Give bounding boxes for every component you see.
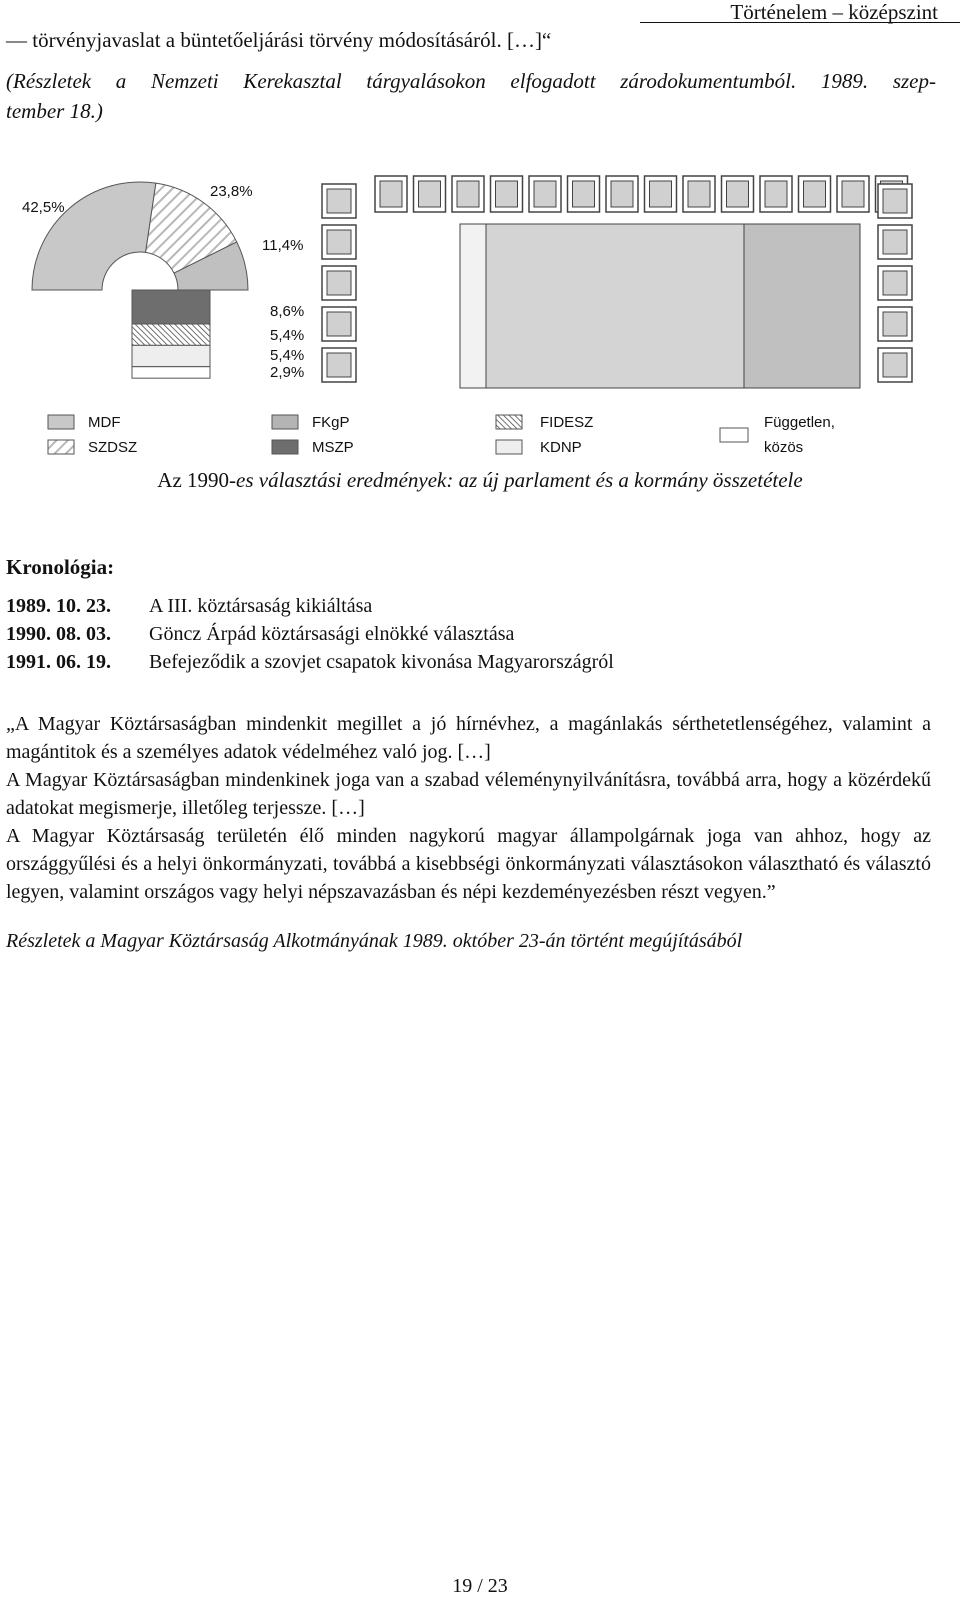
cabinet-seat-inner [327,312,351,336]
label-szdsz: 23,8% [210,183,253,200]
cabinet-seat-inner [573,181,595,207]
constitution-paragraph-3: A Magyar Köztársaság területén élő minden nagykorú magyar állampolgárnak joga van ahhoz, hogy az országgyűlési és a helyi önkormányzati, továbbá a kisebbségi önkormányzati választásokon választható és választó legyen, valamint országos vagy helyi népszavazásban és népi kezdeményezésben részt vegyen.” [6,825,931,903]
legend-kdnp: KDNP [540,439,582,456]
cabinet-seat-inner [765,181,787,207]
intro-quote-end: — törvényjavaslat a büntetőeljárási törvény módosításáról. […]“ [6,28,552,52]
label-independent: 2,9% [270,364,305,381]
cabinet-seat-inner [380,181,402,207]
intro-source [6,66,936,126]
chronology-item [6,595,372,618]
intro-source-line2: tember 18.) [6,99,103,123]
legend-szdsz: SZDSZ [88,439,138,456]
legend-swatch-mszp [272,440,298,454]
label-mszp: 8,6% [270,303,305,320]
parliament-stack [132,290,210,378]
stack-segment-independent [132,367,210,378]
chronology-text: Befejeződik a szovjet csapatok kivonása Magyarországról [149,651,614,673]
stack-segment-fidesz [132,324,210,345]
cabinet-seat-inner [327,189,351,213]
chronology-text: Göncz Árpád köztársasági elnökké választása [149,623,515,645]
figure-caption [0,468,960,493]
legend-independent-1: Független, [764,414,835,431]
constitution-source: Részletek a Magyar Köztársaság Alkotmányának 1989. október 23-án történt megújításából [6,930,743,952]
label-fidesz: 5,4% [270,327,305,344]
cabinet-seat-inner [611,181,633,207]
election-chart [20,170,940,470]
cabinet-bar-kdnp [460,224,486,388]
chronology-date: 1991. 06. 19. [6,651,111,673]
legend-independent-2: közös [764,439,804,456]
legend-fkgp: FKgP [312,414,350,431]
cabinet-seat-inner [457,181,479,207]
chronology-date: 1989. 10. 23. [6,595,111,617]
cabinet-seat-inner [842,181,864,207]
cabinet-seat-inner [883,189,907,213]
legend-swatch-fkgp [272,415,298,429]
cabinet-seat-inner [727,181,749,207]
cabinet-seat-inner [883,353,907,377]
legend-fidesz: FIDESZ [540,414,594,431]
cabinet-seat-inner [650,181,672,207]
cabinet-diagram [322,176,912,388]
legend-mszp: MSZP [312,439,354,456]
legend-swatch-kdnp [496,440,522,454]
chronology-title: Kronológia: [6,555,115,579]
cabinet-seat-inner [883,271,907,295]
page-number: 19 / 23 [452,1575,508,1597]
cabinet-seat-inner [883,312,907,336]
election-figure [20,170,940,470]
cabinet-seat-inner [688,181,710,207]
label-fkgp: 11,4% [262,237,304,254]
legend-mdf: MDF [88,414,121,431]
label-kdnp: 5,4% [270,347,305,364]
constitution-paragraph-2: A Magyar Köztársaságban mindenkinek joga van a szabad véleménynyilvánításra, továbbá arra, hogy a közérdekű adatokat megismerje, illetőleg terjessze. […] [6,769,931,819]
cabinet-seat-inner [534,181,556,207]
caption-italic: es választási eredmények: az új parlament és a kormány összetétele [236,468,803,492]
legend [48,414,835,456]
chronology-item [6,623,514,646]
cabinet-seat-inner [804,181,826,207]
legend-swatch-szdsz [48,440,74,454]
cabinet-bar-mdf [486,224,744,388]
subject-label: Történelem – középszint [730,0,938,24]
legend-swatch-mdf [48,415,74,429]
cabinet-bar-fkgp [744,224,860,388]
legend-swatch-independent [720,428,748,442]
chronology-text: A III. köztársaság kikiáltása [149,595,373,617]
cabinet-seat-inner [419,181,441,207]
cabinet-seat-inner [327,353,351,377]
intro-source-line1: (Részletek a Nemzeti Kerekasztal tárgyalásokon elfogadott zárodokumentumból. 1989. szep- [6,69,936,93]
stack-segment-mszp [132,290,210,324]
constitution-quote [6,710,931,906]
header-rule [640,22,960,23]
constitution-paragraph-1: „A Magyar Köztársaságban mindenkit megillet a jó hírnévhez, a magánlakás sérthetetlenségéhez, valamint a magántitok és a személyes adatok védelméhez való jog. […] [6,713,931,763]
cabinet-seat-inner [496,181,518,207]
cabinet-seat-inner [327,230,351,254]
chronology-date: 1990. 08. 03. [6,623,111,645]
stack-segment-kdnp [132,345,210,366]
cabinet-seat-inner [327,271,351,295]
caption-plain: Az 1990- [157,468,237,492]
chronology-item [6,651,614,674]
label-mdf: 42,5% [22,199,65,216]
legend-swatch-fidesz [496,415,522,429]
cabinet-seat-inner [883,230,907,254]
